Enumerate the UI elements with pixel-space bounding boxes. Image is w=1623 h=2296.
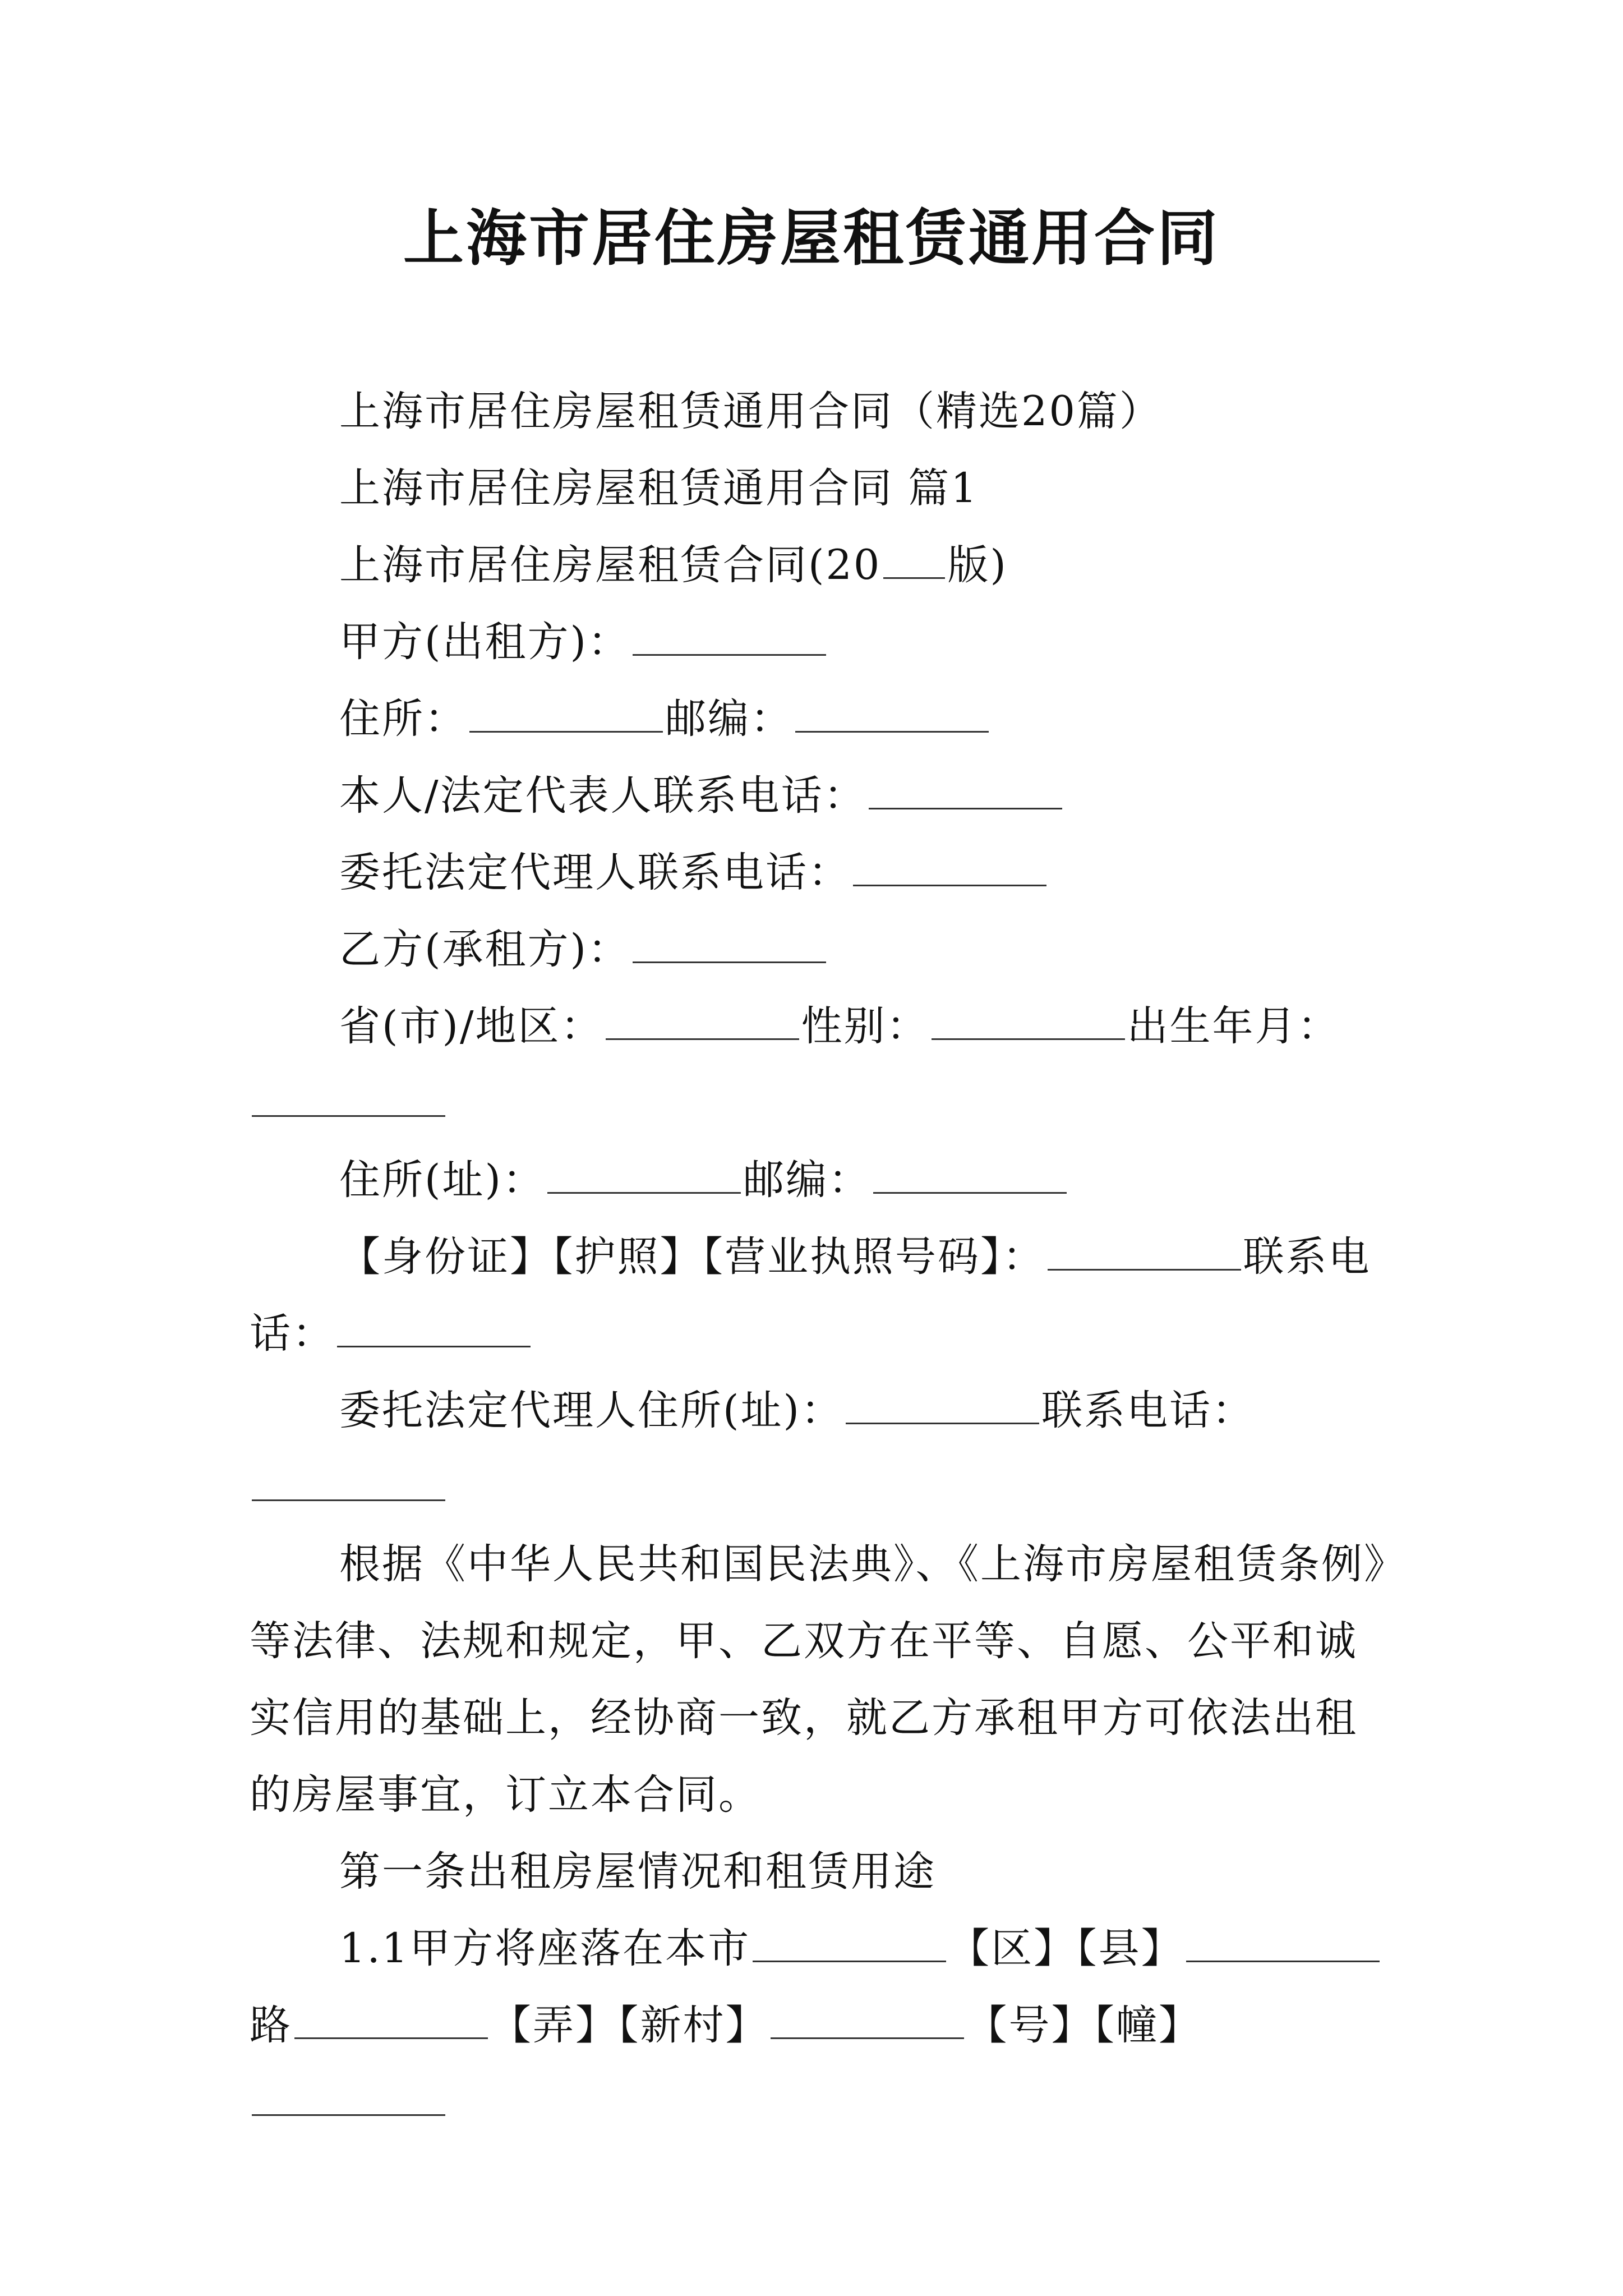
text: 乙方(承租方)：	[339, 926, 630, 973]
text: 住所：	[339, 695, 467, 743]
text: 上海市居住房屋租赁合同(20	[339, 541, 882, 589]
blank-line	[1048, 1235, 1241, 1271]
paragraph	[250, 373, 1388, 450]
blank-line	[252, 1466, 445, 1501]
blank-line	[869, 774, 1062, 809]
text: 上海市居住房屋租赁通用合同 篇1	[339, 464, 979, 512]
text: 委托法定代理人住所(址)：	[339, 1387, 843, 1434]
blank-line	[932, 1005, 1125, 1040]
blank-line	[753, 1927, 946, 1962]
text: 甲方(出租方)：	[339, 618, 630, 666]
section-heading	[250, 1833, 1388, 1910]
text: 版)	[947, 541, 1008, 589]
blank-line	[606, 1005, 799, 1040]
text: 住所(址)：	[339, 1156, 545, 1204]
paragraph	[250, 1910, 1388, 2141]
text: 1.1甲方将座落在本市	[339, 1925, 751, 1972]
paragraph	[250, 450, 1388, 527]
blank-line	[883, 544, 945, 579]
paragraph	[250, 911, 1388, 988]
blank-line	[469, 697, 663, 733]
text: 委托法定代理人联系电话：	[339, 849, 851, 896]
blank-line	[252, 1082, 445, 1117]
text: 路	[250, 2001, 292, 2049]
paragraph	[250, 1372, 1388, 1526]
blank-line	[795, 697, 989, 733]
paragraph	[250, 834, 1388, 911]
text: 邮编：	[743, 1156, 871, 1204]
text: 性别：	[801, 1002, 929, 1050]
blank-line	[846, 1389, 1039, 1424]
paragraph	[250, 757, 1388, 834]
paragraph	[250, 988, 1388, 1142]
paragraph	[250, 604, 1388, 680]
document-body	[250, 373, 1388, 2141]
paragraph	[250, 1218, 1388, 1372]
text: 省(市)/地区：	[339, 1002, 603, 1050]
text: 出生年月：	[1127, 1002, 1340, 1050]
paragraph	[250, 1142, 1388, 1218]
blank-line	[337, 1312, 531, 1347]
blank-line	[873, 1158, 1067, 1194]
paragraph	[250, 527, 1388, 604]
text: 本人/法定代表人联系电话：	[339, 772, 866, 820]
blank-line	[252, 2081, 445, 2116]
document-title: 上海市居住房屋租赁通用合同	[403, 203, 1220, 274]
blank-line	[547, 1158, 741, 1194]
text: 【区】【县】	[948, 1925, 1184, 1972]
blank-line	[853, 851, 1046, 886]
text: 第一条出租房屋情况和租赁用途	[339, 1848, 936, 1895]
blank-line	[1186, 1927, 1380, 1962]
text: 上海市居住房屋租赁通用合同（精选20篇）	[339, 388, 1162, 435]
text: 【弄】【新村】	[490, 2001, 768, 2049]
blank-line	[294, 2004, 488, 2039]
text: 【身份证】【护照】【营业执照号码】：	[339, 1233, 1045, 1281]
text: 联系电话：	[1041, 1387, 1255, 1434]
text: 邮编：	[665, 695, 793, 743]
blank-line	[633, 928, 826, 963]
text: 联系电话：	[250, 1233, 1371, 1358]
blank-line	[771, 2004, 964, 2039]
paragraph	[250, 680, 1388, 757]
paragraph	[250, 1526, 1388, 1833]
text: 【号】【幢】	[966, 2001, 1201, 2049]
blank-line	[633, 620, 826, 656]
text: 根据《中华人民共和国民法典》、《上海市房屋租赁条例》等法律、法规和规定，甲、乙双方在平等、自愿、公平和诚实信用的基础上，经协商一致，就乙方承租甲方可依法出租的房屋事宜，订立本合同。	[250, 1540, 1386, 1819]
